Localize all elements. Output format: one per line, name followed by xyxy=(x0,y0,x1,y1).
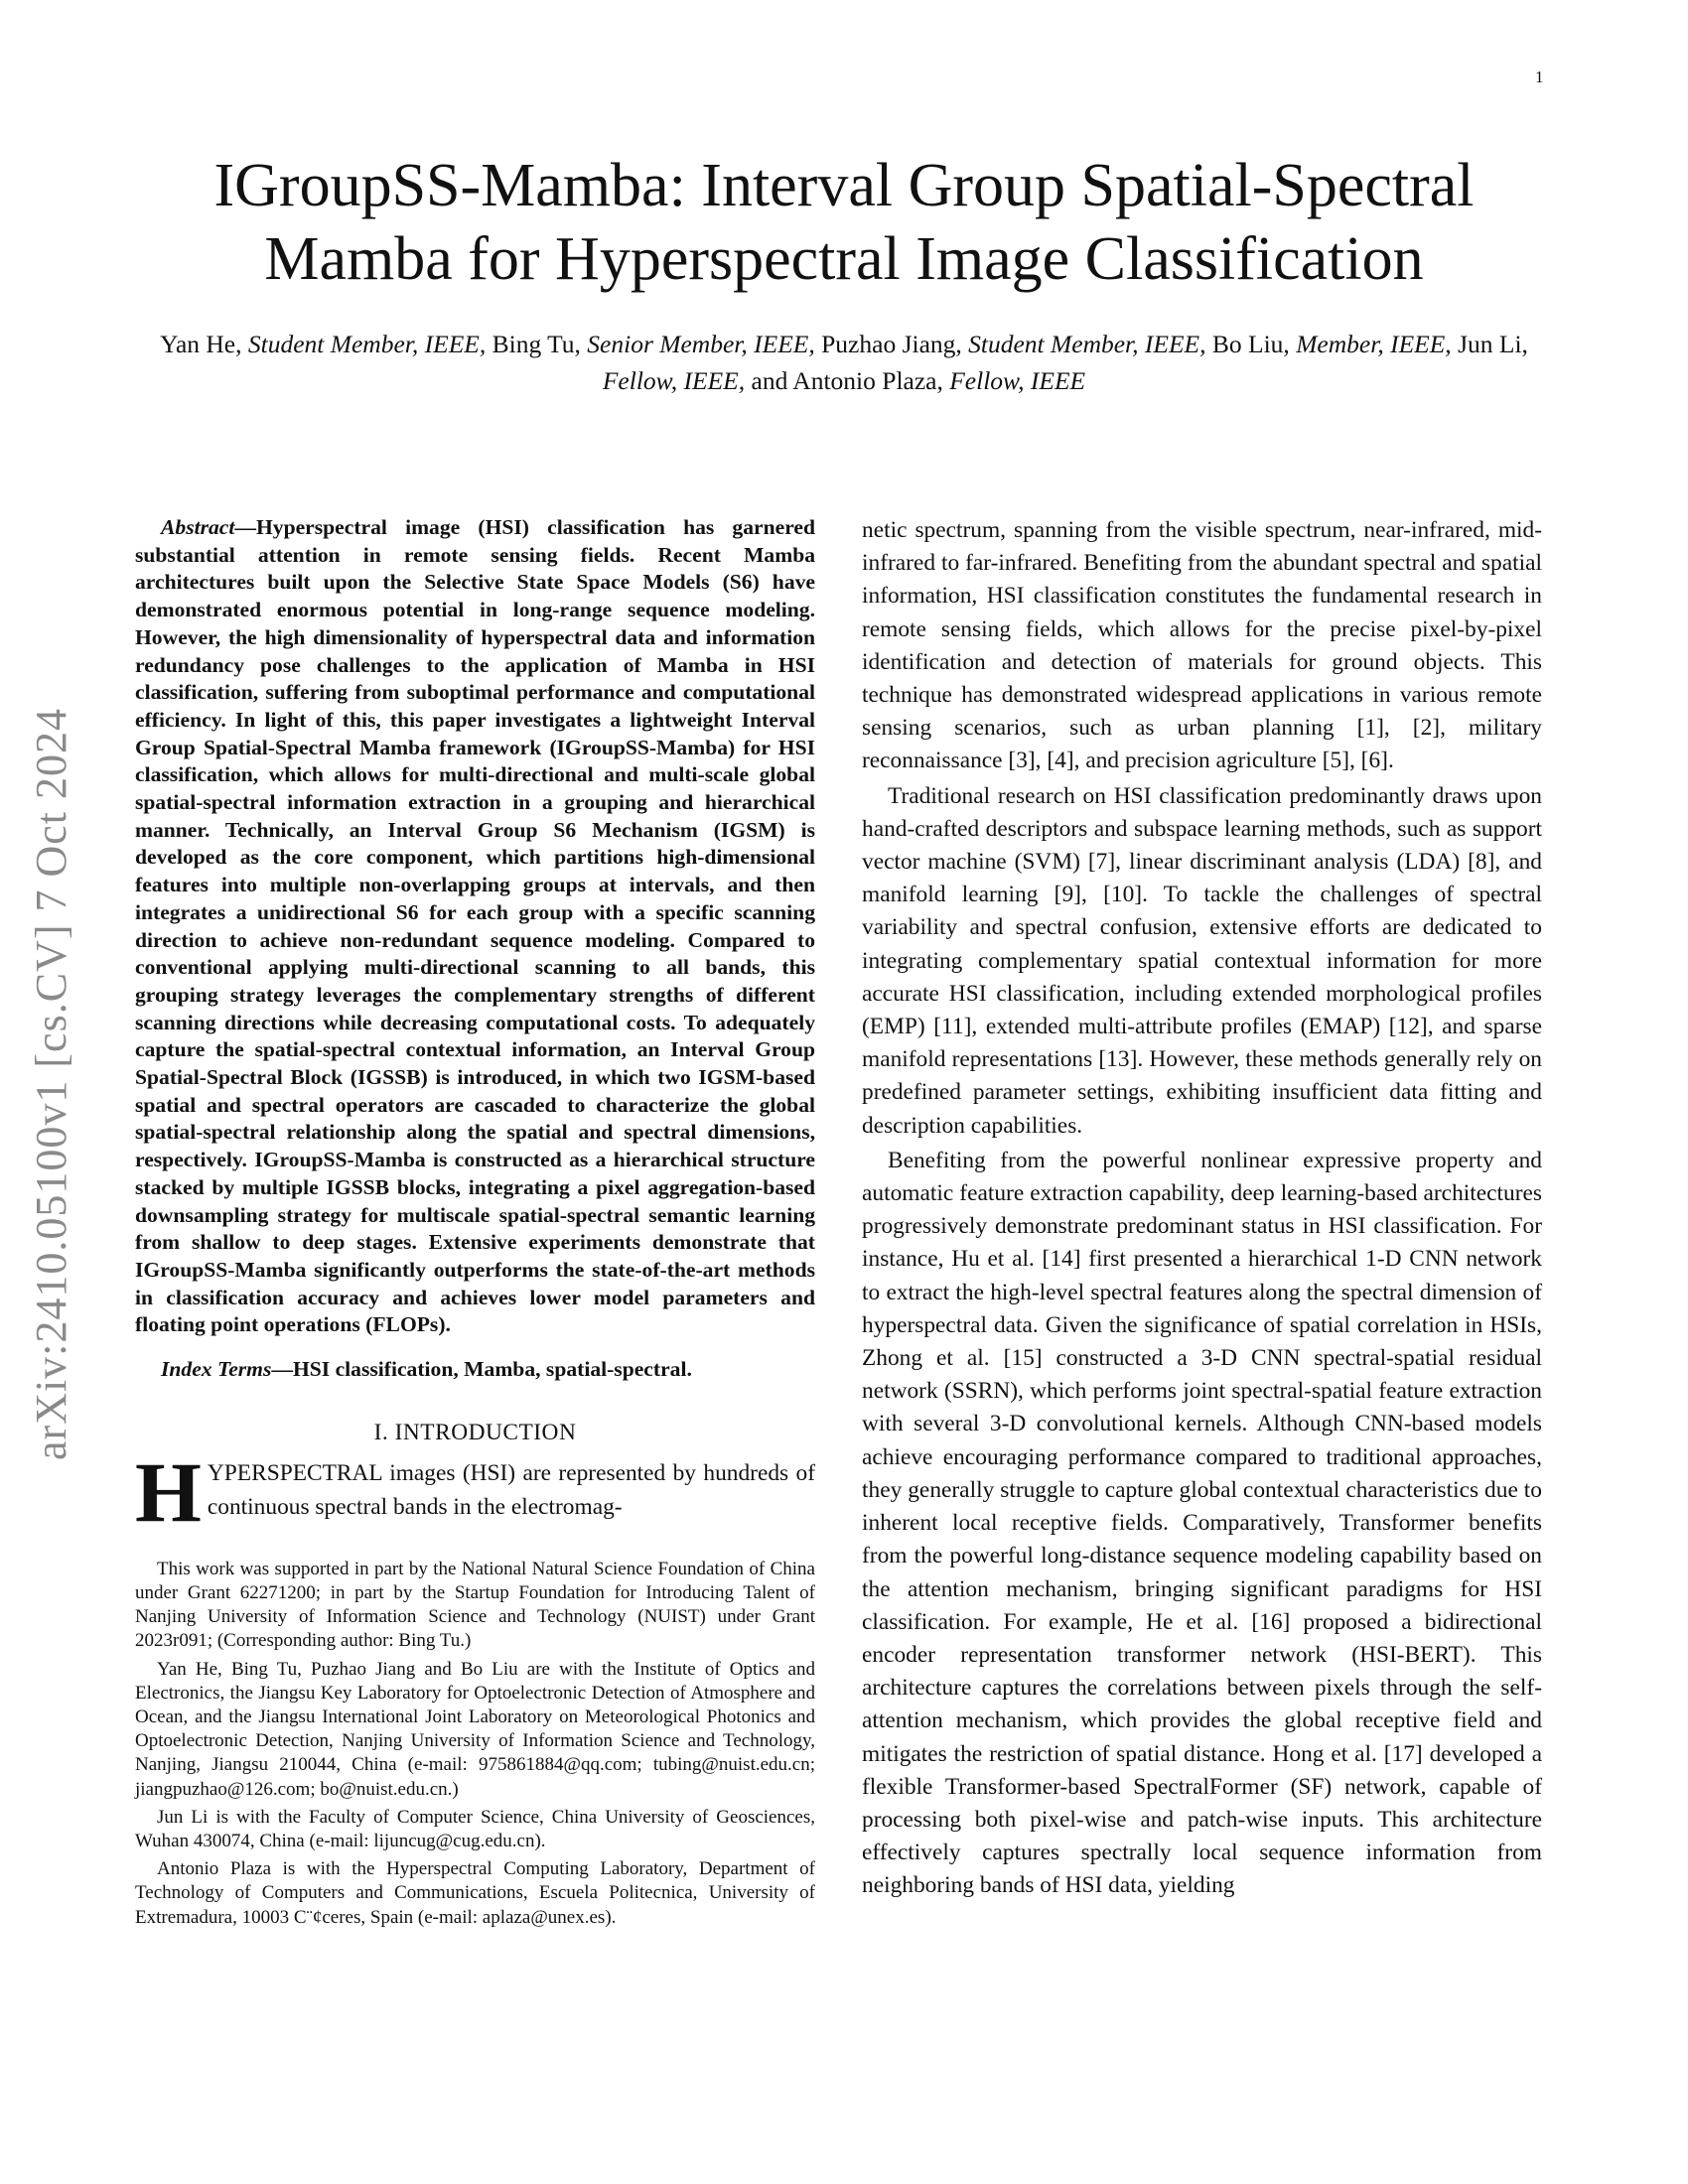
index-terms-text: —HSI classification, Mamba, spatial-spectral. xyxy=(271,1357,692,1382)
section-heading-introduction: I. INTRODUCTION xyxy=(373,1420,577,1446)
author-conjunction: and xyxy=(751,366,788,395)
arxiv-identifier-stamp: arXiv:2410.05100v1 [cs.CV] 7 Oct 2024 xyxy=(27,708,75,1461)
title-line-2: Mamba for Hyperspectral Image Classification xyxy=(264,225,1424,293)
index-terms xyxy=(135,1355,815,1383)
body-paragraph: Benefiting from the powerful nonlinear expressive property and automatic feature extraction capability, deep learning-based architectures progressively demonstrate predominant status in HSI classification. For instance, Hu et al. [14] first presented a hierarchical 1-D CNN network to extract the high-level spectral features along the spectral dimension of hyperspectral data. Given the significance of spatial correlation in HSIs, Zhong et al. [15] constructed a 3-D CNN spectral-spatial residual network (SSRN), which performs joint spectral-spatial feature extraction with several 3-D convolutional kernels. Although CNN-based models achieve encouraging performance compared to traditional approaches, they generally struggle to capture global contextual characteristics due to inherent local receptive fields. Comparatively, Transformer benefits from the powerful long-distance sequence modeling capability based on the attention mechanism, bringing significant paradigms for HSI classification. For example, He et al. [16] proposed a bidirectional encoder representation transformer network (HSI-BERT). This architecture captures the correlations between pixels through the self-attention mechanism, which provides the global receptive field and mitigates the restriction of spatial distance. Hong et al. [17] developed a flexible Transformer-based SpectralFormer (SF) network, capable of processing both pixel-wise and patch-wise inputs. This architecture effectively captures spectrally local sequence information from neighboring bands of HSI data, yielding xyxy=(862,1147,1542,1899)
drop-cap: H xyxy=(135,1444,202,1541)
author-name: Jun Li, xyxy=(1458,330,1528,358)
author-membership: Senior Member, IEEE, xyxy=(587,330,815,358)
author-name: Yan He, xyxy=(160,330,242,358)
paper-title xyxy=(139,149,1549,296)
author-membership: Student Member, IEEE, xyxy=(247,330,487,358)
title-line-1: IGroupSS-Mamba: Interval Group Spatial-Spectral xyxy=(213,152,1475,219)
author-membership: Fellow, IEEE, xyxy=(602,366,746,395)
introduction-text: YPERSPECTRAL images (HSI) are represented by hundreds of continuous spectral bands in the electromag- xyxy=(207,1460,815,1520)
author-name: Antonio Plaza, xyxy=(792,366,943,395)
right-column xyxy=(862,514,1542,1903)
introduction-opening xyxy=(135,1444,815,1541)
body-paragraph: Traditional research on HSI classification predominantly draws upon hand-crafted descriptors and subspace learning methods, such as support vector machine (SVM) [7], linear discriminant analysis (LDA) [8], and manifold learning [9], [10]. To tackle the challenges of spectral variability and spectral confusion, extensive efforts are dedicated to integrating complementary spatial contextual information for more accurate HSI classification, including extended morphological profiles (EMP) [11], extended multi-attribute profiles (EMAP) [12], and sparse manifold representations [13]. However, these methods generally rely on predefined parameter settings, exhibiting insufficient data fitting and description capabilities. xyxy=(862,782,1542,1139)
body-paragraph: netic spectrum, spanning from the visible spectrum, near-infrared, mid-infrared to far-infrared. Benefiting from the abundant spectral and spatial information, HSI classification constitutes the fundamental research in remote sensing fields, which allows for the precise pixel-by-pixel identification and detection of materials for ground objects. This technique has demonstrated widespread applications in various remote sensing scenarios, such as urban planning [1], [2], military reconnaissance [3], [4], and precision agriculture [5], [6]. xyxy=(862,517,1542,774)
author-list xyxy=(149,326,1539,399)
footnote-affiliation: Antonio Plaza is with the Hyperspectral Computing Laboratory, Department of Technology of Computers and Communications, Escuela Politecnica, University of Extremadura, 10003 C¨¢ceres, Spain (e-mail: aplaza@unex.es). xyxy=(135,1858,815,1928)
footnote-affiliation: Yan He, Bing Tu, Puzhao Jiang and Bo Liu are with the Institute of Optics and Electronics, the Jiangsu Key Laboratory for Optoelectronic Detection of Atmosphere and Ocean, and the Jiangsu International Joint Laboratory on Meteorological Photonics and Optoelectronic Detection, Nanjing University of Information Science and Technology, Nanjing, Jiangsu 210044, China (e-mail: 975861884@qq.com; tubing@nuist.edu.cn; jiangpuzhao@126.com; bo@nuist.edu.cn.) xyxy=(135,1658,815,1800)
abstract-label: Abstract xyxy=(161,515,235,539)
footnote-funding: This work was supported in part by the National Natural Science Foundation of China under Grant 62271200; in part by the Startup Foundation for Introducing Talent of Nanjing University of Information Science and Technology (NUIST) under Grant 2023r091; (Corresponding author: Bing Tu.) xyxy=(135,1558,815,1652)
author-membership: Fellow, IEEE xyxy=(949,366,1086,395)
author-name: Bo Liu, xyxy=(1211,330,1290,358)
author-membership: Member, IEEE, xyxy=(1296,330,1452,358)
abstract xyxy=(135,514,815,1339)
author-name: Bing Tu, xyxy=(492,330,581,358)
page-number: 1 xyxy=(1535,68,1544,86)
author-name: Puzhao Jiang, xyxy=(821,330,962,358)
footnotes xyxy=(135,1558,815,1930)
index-terms-label: Index Terms xyxy=(161,1357,272,1382)
author-membership: Student Member, IEEE, xyxy=(968,330,1206,358)
left-column xyxy=(135,514,815,1934)
footnote-affiliation: Jun Li is with the Faculty of Computer Science, China University of Geosciences, Wuhan 430074, China (e-mail: lijuncug@cug.edu.cn). xyxy=(135,1806,815,1851)
abstract-text: —Hyperspectral image (HSI) classification has garnered substantial attention in remote sensing fields. Recent Mamba architectures built upon the Selective State Space Models (S6) have demonstrated enormous potential in long-range sequence modeling. However, the high dimensionality of hyperspectral data and information redundancy pose challenges to the application of Mamba in HSI classification, suffering from suboptimal performance and computational efficiency. In light of this, this paper investigates a lightweight Interval Group Spatial-Spectral Mamba framework (IGroupSS-Mamba) for HSI classification, which allows for multi-directional and multi-scale global spatial-spectral information extraction in a grouping and hierarchical manner. Technically, an Interval Group S6 Mechanism (IGSM) is developed as the core component, which partitions high-dimensional features into multiple non-overlapping groups at intervals, and then integrates a unidirectional S6 for each group with a specific scanning direction to achieve non-redundant sequence modeling. Compared to conventional applying multi-directional scanning to all bands, this grouping strategy leverages the complementary strengths of different scanning directions while decreasing computational costs. To adequately capture the spatial-spectral contextual information, an Interval Group Spatial-Spectral Block (IGSSB) is introduced, in which two IGSM-based spatial and spectral operators are cascaded to characterize the global spatial-spectral relationship along the spatial and spectral dimensions, respectively. IGroupSS-Mamba is constructed as a hierarchical structure stacked by multiple IGSSB blocks, integrating a pixel aggregation-based downsampling strategy for multiscale spatial-spectral semantic learning from shallow to deep stages. Extensive experiments demonstrate that IGroupSS-Mamba significantly outperforms the state-of-the-art methods in classification accuracy and achieves lower model parameters and floating point operations (FLOPs). xyxy=(135,515,815,1337)
